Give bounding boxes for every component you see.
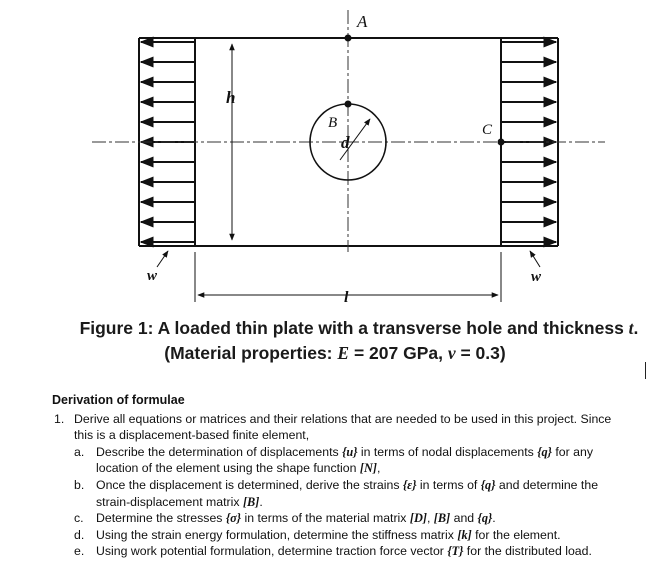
label-h: h	[226, 88, 236, 107]
sub-item-e: e. Using work potential formulation, determine traction force vector {T} for the distributed load.	[74, 544, 592, 559]
label-w-right: w	[531, 269, 542, 285]
label-d: d	[341, 133, 350, 152]
label-a: A	[357, 12, 368, 31]
w-right-leader	[530, 251, 540, 267]
list-item-1: 1. Derive all equations or matrices and their relations that are needed to be used in this project. Since this is a displacement-based finite element,	[54, 411, 612, 443]
label-b: B	[328, 115, 338, 131]
label-l: l	[344, 289, 349, 306]
label-w-left: w	[147, 268, 158, 284]
sub-item-d: d. Using the strain energy formulation, determine the stiffness matrix [k] for the element.	[74, 527, 561, 542]
w-left-leader	[157, 251, 168, 267]
section-heading: Derivation of formulae	[52, 393, 185, 407]
point-a	[345, 35, 352, 42]
sub-item-b: b. Once the displacement is determined, derive the strains {ε} in terms of {q} and determine the strain-displacement matrix [B].	[74, 477, 599, 509]
point-b	[345, 101, 352, 108]
derivation-section	[52, 392, 652, 560]
label-c: C	[482, 122, 493, 138]
figure-caption-line2: (Material properties: E = 207 GPa, ν = 0.3)	[164, 343, 506, 363]
sub-item-a: a. Describe the determination of displacements {u} in terms of nodal displacements {q} for any location of the element using the shape function [N],	[74, 444, 593, 476]
sub-item-c: c. Determine the stresses {σ} in terms of the material matrix [D], [B] and {q}.	[74, 511, 496, 526]
figure-caption-line1: Figure 1: A loaded thin plate with a transverse hole and thickness t.	[79, 318, 639, 338]
point-c	[498, 139, 505, 146]
text-cursor	[645, 362, 646, 379]
